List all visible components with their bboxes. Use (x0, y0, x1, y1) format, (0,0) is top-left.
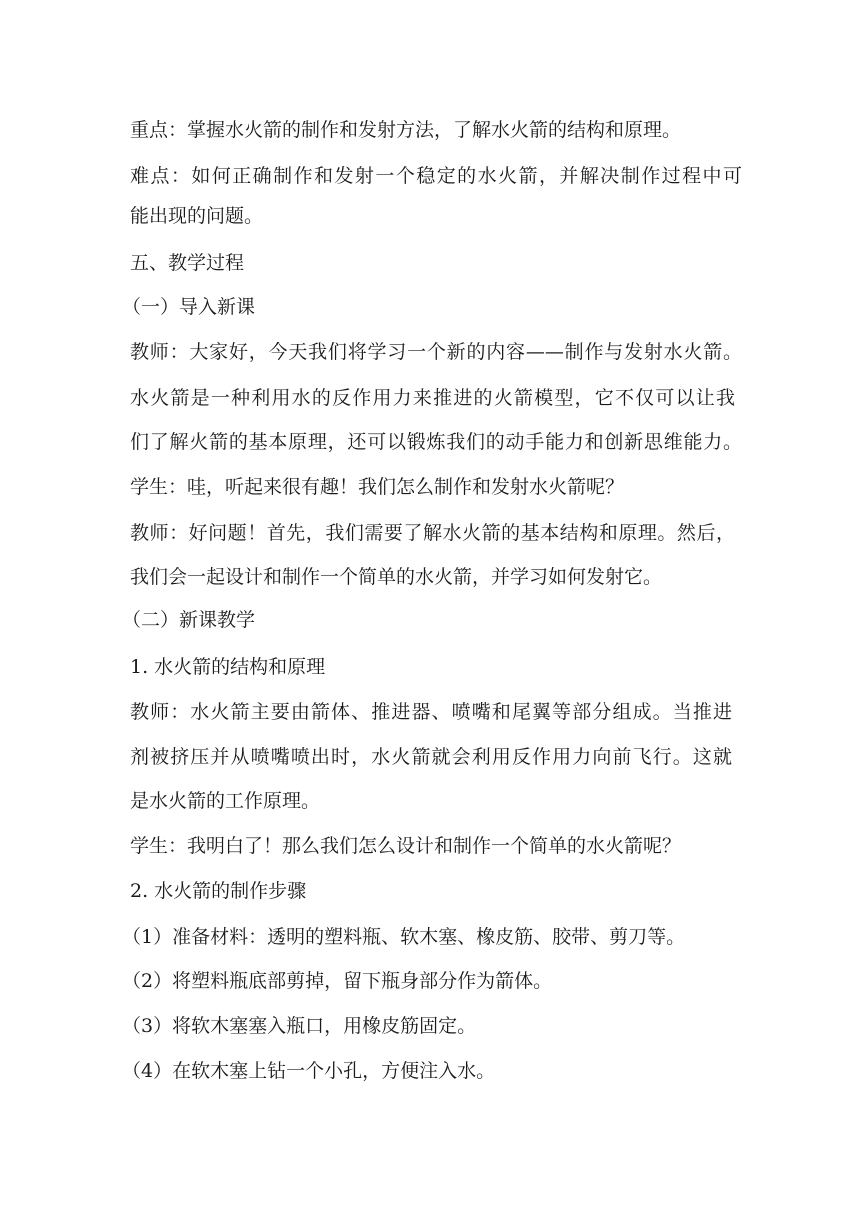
topic-heading-steps: 2. 水火箭的制作步骤 (130, 880, 307, 902)
student-question-line: 学生：哇，听起来很有趣！我们怎么制作和发射水火箭呢？ (130, 476, 625, 498)
teacher-intro-line-1: 教师：大家好，今天我们将学习一个新的内容——制作与发射水火箭。 (130, 342, 742, 362)
step-4-line: （4）在软木塞上钻一个小孔，方便注入水。 (122, 1060, 496, 1082)
teacher-answer-line-1: 教师：好问题！首先，我们需要了解水火箭的基本结构和原理。然后， (130, 523, 735, 543)
teacher-intro-line-3: 们了解火箭的基本原理，还可以锻炼我们的动手能力和创新思维能力。 (130, 432, 742, 452)
student-reply-line: 学生：我明白了！那么我们怎么设计和制作一个简单的水火箭呢？ (130, 835, 682, 857)
structure-line-3: 是水火箭的工作原理。 (130, 790, 321, 812)
difficulty-line-2: 能出现的问题。 (130, 205, 264, 227)
step-1-line: （1）准备材料：透明的塑料瓶、软木塞、橡皮筋、胶带、剪刀等。 (122, 926, 686, 948)
subsection-heading-new-lesson: （二）新课教学 (122, 609, 256, 631)
key-point-line: 重点：掌握水火箭的制作和发射方法，了解水火箭的结构和原理。 (130, 119, 682, 141)
structure-line-1: 教师：水火箭主要由箭体、推进器、喷嘴和尾翼等部分组成。当推进 (130, 702, 732, 722)
topic-heading-structure: 1. 水火箭的结构和原理 (130, 656, 326, 678)
step-2-line: （2）将塑料瓶底部剪掉，留下瓶身部分作为箭体。 (122, 970, 553, 992)
difficulty-line-1: 难点：如何正确制作和发射一个稳定的水火箭，并解决制作过程中可 (130, 166, 742, 186)
step-3-line: （3）将软木塞塞入瓶口，用橡皮筋固定。 (122, 1015, 477, 1037)
subsection-heading-intro: （一）导入新课 (122, 296, 256, 318)
structure-line-2: 剂被挤压并从喷嘴喷出时，水火箭就会利用反作用力向前飞行。这就 (130, 747, 732, 767)
teacher-intro-line-2: 水火箭是一种利用水的反作用力来推进的火箭模型，它不仅可以让我 (130, 388, 735, 408)
section-heading-teaching-process: 五、教学过程 (130, 252, 245, 274)
teacher-answer-line-2: 我们会一起设计和制作一个简单的水火箭，并学习如何发射它。 (130, 566, 663, 588)
